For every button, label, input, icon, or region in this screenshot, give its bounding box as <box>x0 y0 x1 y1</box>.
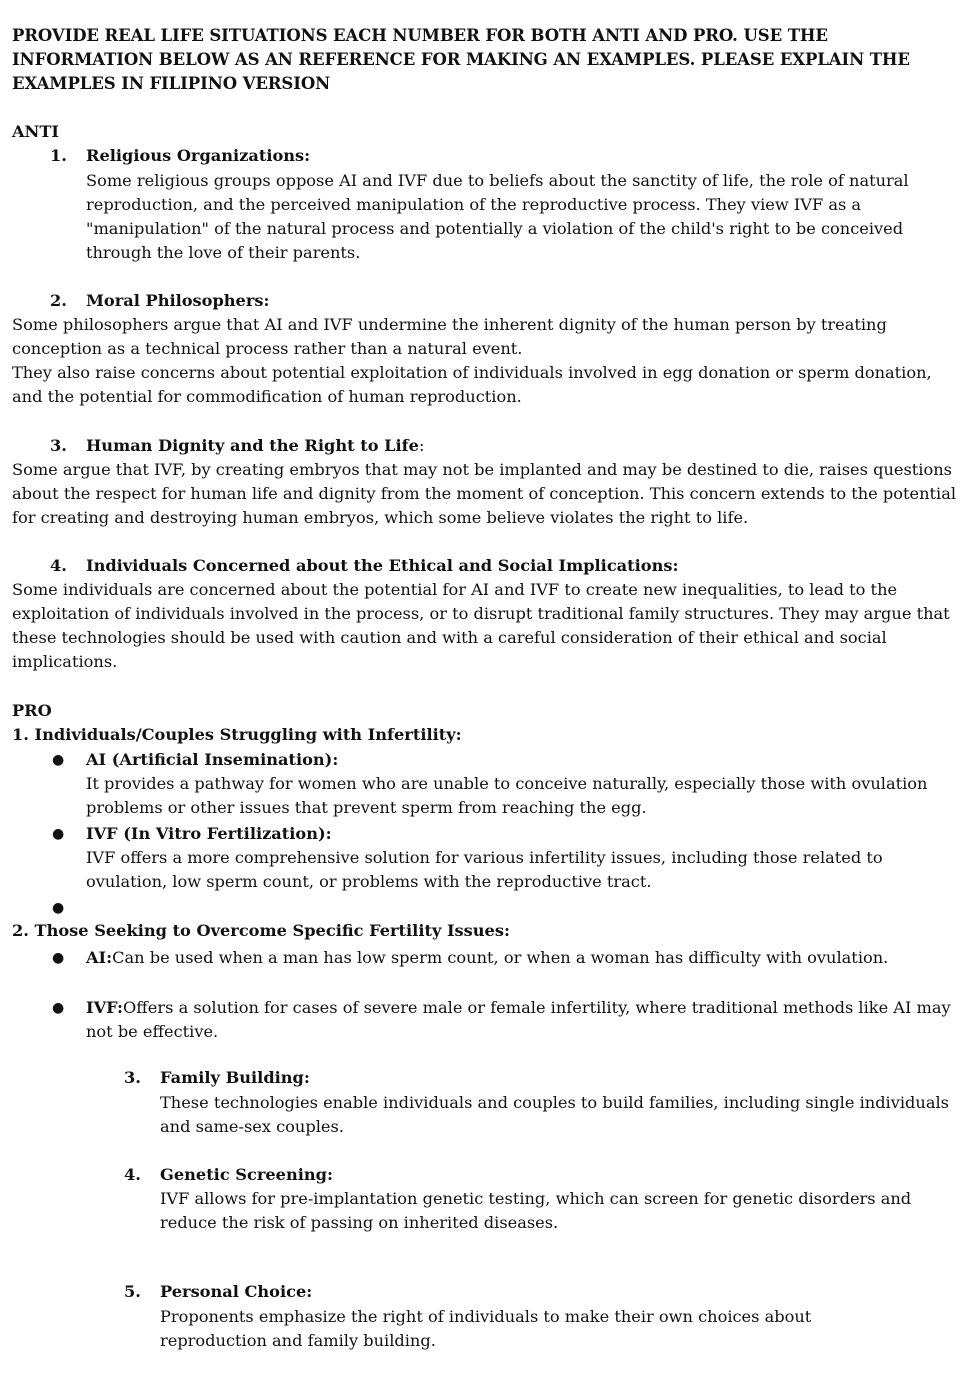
anti-section-label: ANTI <box>12 122 59 141</box>
pro-item-4-title-text: Genetic Screening: <box>160 1165 333 1184</box>
anti-item-2-title-text: Moral Philosophers: <box>86 291 270 310</box>
pro-item-5-title-text: Personal Choice: <box>160 1282 313 1301</box>
pro-item-3-title <box>124 1066 310 1090</box>
anti-item-2-text-1: Some philosophers argue that AI and IVF undermine the inherent dignity of the human person by treating conception as a technical process rather than a natural event. <box>12 315 887 358</box>
anti-item-3-title <box>50 434 424 458</box>
pro-item-1-title: 1. Individuals/Couples Struggling with Infertility: <box>12 725 462 744</box>
anti-item-4-text: Some individuals are concerned about the potential for AI and IVF to create new inequalities, to lead to the exploitation of individuals involved in the process, or to disrupt traditional family structures. They may argue that these technologies should be used with caution and with a careful consideration of their ethical and social implications. <box>12 580 950 671</box>
instruction-heading: PROVIDE REAL LIFE SITUATIONS EACH NUMBER FOR BOTH ANTI AND PRO. USE THE INFORMATION BELOW AS AN REFERENCE FOR MAKING AN EXAMPLES. PLEASE EXPLAIN THE EXAMPLES IN FILIPINO VERSION <box>12 26 910 93</box>
pro-item-2-ai <box>86 946 961 970</box>
pro-item-5-text: Proponents emphasize the right of individuals to make their own choices about reproduction and family building. <box>160 1307 812 1350</box>
pro-item-1-ivf-text: IVF offers a more comprehensive solution for various infertility issues, including those related to ovulation, low sperm count, or problems with the reproductive tract. <box>86 848 883 891</box>
pro-item-2-ai-text: Can be used when a man has low sperm count, or when a woman has difficulty with ovulation. <box>112 948 889 967</box>
anti-item-1-title-text: Religious Organizations: <box>86 146 311 165</box>
anti-item-4-title-text: Individuals Concerned about the Ethical and Social Implications: <box>86 556 679 575</box>
anti-item-3-title-colon: : <box>418 436 425 455</box>
pro-item-4-title <box>124 1163 333 1187</box>
bullet-icon: ● <box>52 1000 65 1016</box>
pro-section-label: PRO <box>12 701 52 720</box>
pro-item-3-text: These technologies enable individuals and couples to build families, including single individuals and same-sex couples. <box>160 1093 949 1136</box>
pro-item-1-ai-title: AI (Artificial Insemination): <box>86 750 339 769</box>
anti-item-2-number: 2. <box>50 291 67 310</box>
anti-item-1-title <box>50 144 310 168</box>
pro-item-2-ai-label: AI: <box>86 948 113 967</box>
pro-item-2-ivf-label: IVF: <box>86 998 124 1017</box>
pro-item-1-ai-text: It provides a pathway for women who are unable to conceive naturally, especially those with ovulation problems or other issues that prevent sperm from reaching the egg. <box>86 774 928 817</box>
anti-item-3-title-text: Human Dignity and the Right to Life <box>86 436 419 455</box>
empty-bullet-icon: ● <box>52 900 65 916</box>
anti-item-2-text-2: They also raise concerns about potential exploitation of individuals involved in egg donation or sperm donation, and the potential for commodification of human reproduction. <box>12 363 932 406</box>
bullet-icon: ● <box>52 826 65 842</box>
bullet-icon: ● <box>52 752 65 768</box>
anti-item-1-text: Some religious groups oppose AI and IVF due to beliefs about the sanctity of life, the role of natural reproduction, and the perceived manipulation of the reproductive process. They view IVF as a "manipulation" of the natural process and potentially a violation of the child's right to be conceived through the love of their parents. <box>86 171 909 262</box>
pro-item-2-ivf <box>86 996 964 1044</box>
pro-item-2-ivf-text: Offers a solution for cases of severe male or female infertility, where traditional methods like AI may not be effective. <box>86 998 951 1041</box>
anti-item-1-number: 1. <box>50 146 67 165</box>
pro-item-4-number: 4. <box>124 1165 141 1184</box>
pro-item-3-title-text: Family Building: <box>160 1068 310 1087</box>
pro-item-5-number: 5. <box>124 1282 141 1301</box>
anti-item-2-title <box>50 289 269 313</box>
pro-item-2-title: 2. Those Seeking to Overcome Specific Fertility Issues: <box>12 921 510 940</box>
bullet-icon: ● <box>52 950 65 966</box>
anti-item-4-title <box>50 554 678 578</box>
pro-item-1-ivf-title: IVF (In Vitro Fertilization): <box>86 824 332 843</box>
anti-item-3-number: 3. <box>50 436 67 455</box>
pro-item-5-title <box>124 1280 312 1304</box>
anti-item-3-text: Some argue that IVF, by creating embryos that may not be implanted and may be destined to die, raises questions about the respect for human life and dignity from the moment of conception. This concern extends to the potential for creating and destroying human embryos, which some believe violates the right to life. <box>12 460 957 527</box>
pro-item-4-text: IVF allows for pre-implantation genetic testing, which can screen for genetic disorders and reduce the risk of passing on inherited diseases. <box>160 1189 912 1232</box>
pro-item-3-number: 3. <box>124 1068 141 1087</box>
anti-item-4-number: 4. <box>50 556 67 575</box>
